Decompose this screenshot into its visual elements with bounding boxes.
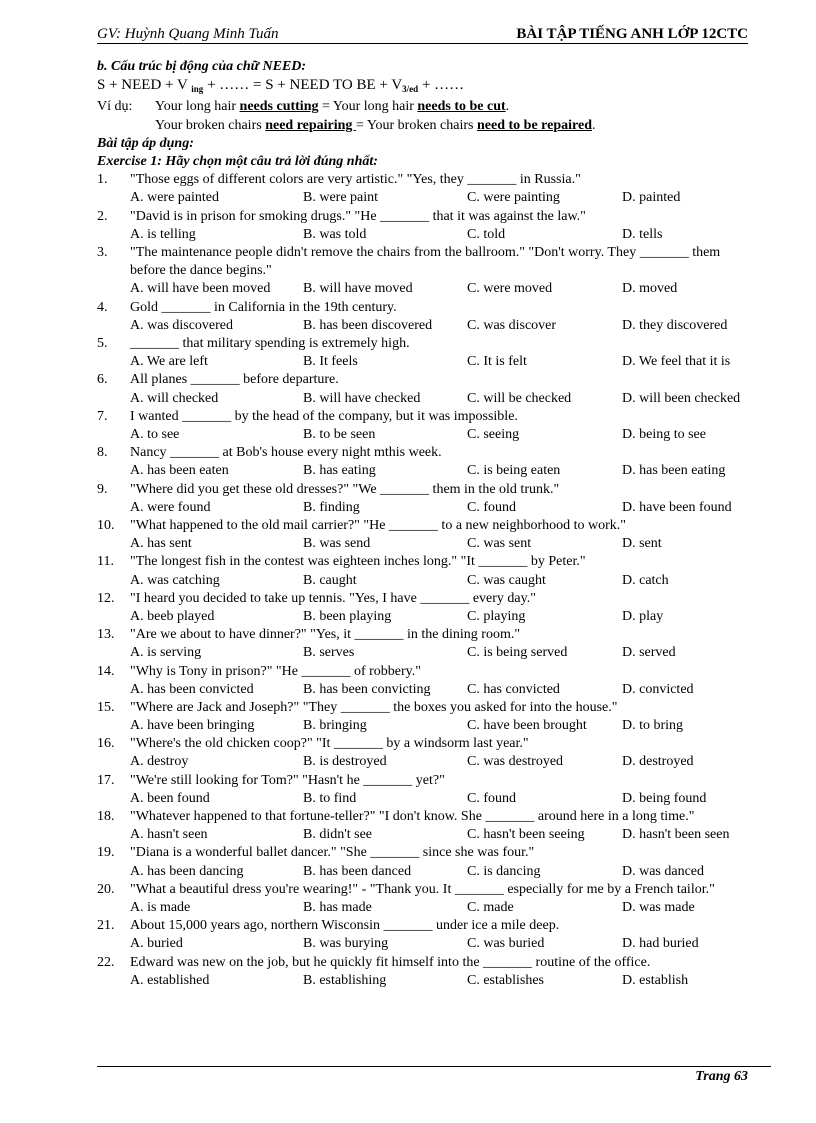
option-b: B. didn't see: [303, 827, 373, 843]
formula-sub-ing: ing: [191, 84, 204, 95]
question-item: [97, 699, 757, 717]
example2-highlight-b: need repairing: [265, 117, 356, 133]
example2-text-a: Your broken chairs: [155, 117, 266, 133]
question-number: 14.: [97, 663, 115, 679]
example-line-2: [97, 117, 757, 135]
option-c: C. told: [467, 226, 506, 242]
question-text: All planes _______ before departure.: [130, 372, 339, 388]
option-d: D. have been found: [622, 499, 732, 515]
option-b: B. will have checked: [303, 390, 421, 406]
example1-text-c: = Your long hair: [318, 99, 418, 115]
formula-sub-3ed: 3/ed: [402, 84, 419, 95]
option-d: D. destroyed: [622, 754, 694, 770]
option-b: B. was burying: [303, 936, 389, 952]
question-text: "Diana is a wonderful ballet dancer." "She _______ since she was four.": [130, 845, 535, 861]
answer-options: [130, 753, 757, 771]
answer-options: [130, 790, 757, 808]
option-b: B. It feels: [303, 354, 358, 370]
question-item: [97, 408, 757, 426]
option-b: B. has made: [303, 900, 372, 916]
answer-options: [130, 280, 757, 298]
option-c: C. was buried: [467, 936, 545, 952]
question-number: 16.: [97, 736, 115, 752]
option-b: B. has been discovered: [303, 317, 433, 333]
question-number: 7.: [97, 408, 108, 424]
answer-options: [130, 535, 757, 553]
option-c: C. were moved: [467, 281, 553, 297]
option-a: A. We are left: [130, 354, 208, 370]
option-b: B. was send: [303, 536, 371, 552]
option-a: A. is made: [130, 900, 191, 916]
option-c: C. hasn't been seeing: [467, 827, 585, 843]
option-c: C. were painting: [467, 190, 560, 206]
answer-options: [130, 317, 757, 335]
formula-part2: + …… = S + NEED TO BE + V: [203, 77, 403, 94]
option-d: D. catch: [622, 572, 669, 588]
option-c: C. playing: [467, 608, 526, 624]
option-b: B. has been danced: [303, 863, 412, 879]
practice-title: Bài tập áp dụng:: [97, 135, 194, 151]
answer-options: [130, 353, 757, 371]
question-item: [97, 590, 757, 608]
question-number: 19.: [97, 845, 115, 861]
question-item: [97, 171, 757, 189]
question-text: "The longest fish in the contest was eighteen inches long." "It _______ by Peter.": [130, 554, 586, 570]
example1-text-a: Your long hair: [155, 99, 240, 115]
question-item: [97, 371, 757, 389]
question-text: "David is in prison for smoking drugs." "He _______ that it was against the law.": [130, 208, 586, 224]
answer-options: [130, 499, 757, 517]
option-d: D. painted: [622, 190, 681, 206]
question-item: [97, 444, 757, 462]
question-text: "What happened to the old mail carrier?" "He _______ to a new neighborhood to work.": [130, 517, 626, 533]
option-b: B. been playing: [303, 608, 392, 624]
question-number: 1.: [97, 172, 108, 188]
formula-part3: + ……: [418, 77, 465, 94]
answer-options: [130, 826, 757, 844]
option-b: B. were paint: [303, 190, 379, 206]
option-c: C. has convicted: [467, 681, 560, 697]
option-a: A. to see: [130, 426, 180, 442]
option-a: A. was catching: [130, 572, 220, 588]
question-item: [97, 735, 757, 753]
question-number: 3.: [97, 245, 108, 260]
option-d: D. they discovered: [622, 317, 728, 333]
page-content: [97, 58, 757, 990]
option-d: D. moved: [622, 281, 678, 297]
question-number: 6.: [97, 372, 108, 388]
example-line-1: [97, 98, 757, 116]
option-a: A. established: [130, 972, 210, 988]
question-number: 18.: [97, 809, 115, 825]
option-c: C. is being eaten: [467, 463, 561, 479]
answer-options: [130, 644, 757, 662]
question-text: "Where are Jack and Joseph?" "They _______ the boxes you asked for into the house.": [130, 699, 618, 715]
option-d: D. tells: [622, 226, 663, 242]
option-a: A. has been eaten: [130, 463, 229, 479]
question-item: [97, 553, 757, 571]
option-a: A. buried: [130, 936, 183, 952]
option-c: C. will be checked: [467, 390, 572, 406]
question-text: I wanted _______ by the head of the company, but it was impossible.: [130, 408, 518, 424]
question-text: "We're still looking for Tom?" "Hasn't he _______ yet?": [130, 772, 445, 788]
question-number: 13.: [97, 627, 115, 643]
option-c: C. was destroyed: [467, 754, 564, 770]
option-c: C. found: [467, 790, 516, 806]
example1-highlight-d: needs to be cut: [417, 99, 506, 115]
question-item: [97, 517, 757, 535]
question-text: "The maintenance people didn't remove the chairs from the ballroom." "Don't worry. They _______ them before the dance begins.": [130, 245, 721, 279]
option-a: A. will checked: [130, 390, 219, 406]
option-b: B. bringing: [303, 718, 367, 734]
option-a: A. destroy: [130, 754, 189, 770]
answer-options: [130, 426, 757, 444]
option-c: C. is being served: [467, 645, 568, 661]
option-a: A. been found: [130, 790, 210, 806]
option-d: D. had buried: [622, 936, 699, 952]
option-a: A. was discovered: [130, 317, 234, 333]
option-b: B. to find: [303, 790, 357, 806]
option-a: A. hasn't seen: [130, 827, 208, 843]
question-text: "What a beautiful dress you're wearing!" - "Thank you. It _______ especially for me by a French tailor.": [130, 881, 715, 897]
question-number: 12.: [97, 590, 115, 606]
option-d: D. sent: [622, 536, 662, 552]
option-b: B. is destroyed: [303, 754, 387, 770]
question-item: [97, 626, 757, 644]
option-d: D. play: [622, 608, 664, 624]
option-c: C. found: [467, 499, 516, 515]
example2-text-c: = Your broken chairs: [355, 117, 477, 133]
formula-part1: S + NEED + V: [97, 77, 192, 94]
question-item: [97, 663, 757, 681]
answer-options: [130, 462, 757, 480]
option-c: C. was discover: [467, 317, 557, 333]
option-a: A. will have been moved: [130, 281, 271, 297]
question-number: 15.: [97, 699, 115, 715]
question-number: 17.: [97, 772, 115, 788]
question-number: 9.: [97, 481, 108, 497]
question-text: Edward was new on the job, but he quickly fit himself into the _______ routine of the office.: [130, 954, 651, 970]
answer-options: [130, 863, 757, 881]
option-d: D. establish: [622, 972, 689, 988]
example1-highlight-b: needs cutting: [239, 99, 319, 115]
option-c: C. have been brought: [467, 718, 587, 734]
option-d: D. served: [622, 645, 676, 661]
question-item: [97, 844, 757, 862]
answer-options: [130, 972, 757, 990]
answer-options: [130, 899, 757, 917]
example2-text-e: .: [591, 117, 596, 133]
question-item: [97, 881, 757, 899]
question-text: "Why is Tony in prison?" "He _______ of robbery.": [130, 663, 421, 679]
option-a: A. has been convicted: [130, 681, 254, 697]
option-a: A. is telling: [130, 226, 196, 242]
question-number: 8.: [97, 445, 108, 461]
option-c: C. It is felt: [467, 354, 527, 370]
question-number: 10.: [97, 517, 115, 533]
question-number: 22.: [97, 954, 115, 970]
exercise-title: Exercise 1: Hãy chọn một câu trả lời đúng nhất:: [97, 154, 378, 170]
example-label: Ví dụ:: [97, 99, 133, 115]
document-title: BÀI TẬP TIẾNG ANH LỚP 12CTC: [516, 26, 748, 42]
question-item: [97, 917, 757, 935]
question-item: [97, 299, 757, 317]
question-item: [97, 208, 757, 226]
option-b: B. has been convicting: [303, 681, 431, 697]
option-d: D. We feel that it is: [622, 354, 731, 370]
question-item: [97, 244, 757, 280]
question-text: "Whatever happened to that fortune-teller?" "I don't know. She _______ around here in a long time.": [130, 809, 695, 825]
question-number: 11.: [97, 554, 114, 570]
option-d: D. being found: [622, 790, 707, 806]
question-text: About 15,000 years ago, northern Wisconsin _______ under ice a mile deep.: [130, 918, 560, 934]
example2-highlight-d: need to be repaired: [477, 117, 592, 133]
option-b: B. to be seen: [303, 426, 376, 442]
option-c: C. made: [467, 900, 514, 916]
option-d: D. convicted: [622, 681, 694, 697]
need-formula: [97, 76, 757, 98]
question-number: 4.: [97, 299, 108, 315]
option-c: C. was caught: [467, 572, 546, 588]
option-b: B. will have moved: [303, 281, 413, 297]
option-a: A. have been bringing: [130, 718, 255, 734]
answer-options: [130, 226, 757, 244]
option-d: D. to bring: [622, 718, 684, 734]
question-text: "Are we about to have dinner?" "Yes, it _______ in the dining room.": [130, 627, 521, 643]
example1-text-e: .: [505, 99, 510, 115]
option-a: A. has sent: [130, 536, 192, 552]
option-d: D. was made: [622, 900, 695, 916]
question-number: 20.: [97, 881, 115, 897]
section-title: b. Cấu trúc bị động của chữ NEED:: [97, 59, 307, 74]
answer-options: [130, 572, 757, 590]
question-text: "Those eggs of different colors are very artistic." "Yes, they _______ in Russia.": [130, 172, 581, 188]
question-list: [97, 171, 757, 990]
option-b: B. serves: [303, 645, 355, 661]
question-text: _______ that military spending is extremely high.: [130, 335, 410, 351]
option-c: C. establishes: [467, 972, 544, 988]
option-a: A. has been dancing: [130, 863, 244, 879]
option-d: D. has been eating: [622, 463, 726, 479]
option-d: D. will been checked: [622, 390, 741, 406]
option-d: D. was danced: [622, 863, 705, 879]
option-b: B. has eating: [303, 463, 376, 479]
question-item: [97, 808, 757, 826]
option-b: B. was told: [303, 226, 367, 242]
answer-options: [130, 608, 757, 626]
option-b: B. establishing: [303, 972, 387, 988]
question-number: 5.: [97, 335, 108, 351]
page-header: [97, 25, 748, 44]
answer-options: [130, 681, 757, 699]
page-number: Trang 63: [695, 1069, 748, 1084]
option-c: C. was sent: [467, 536, 532, 552]
option-a: A. were painted: [130, 190, 220, 206]
option-a: A. were found: [130, 499, 211, 515]
answer-options: [130, 717, 757, 735]
question-text: "Where's the old chicken coop?" "It _______ by a windsorm last year.": [130, 736, 529, 752]
answer-options: [130, 189, 757, 207]
answer-options: [130, 390, 757, 408]
option-a: A. is serving: [130, 645, 202, 661]
option-b: B. finding: [303, 499, 360, 515]
teacher-name: GV: Huỳnh Quang Minh Tuấn: [97, 26, 279, 42]
answer-options: [130, 935, 757, 953]
option-c: C. is dancing: [467, 863, 541, 879]
question-number: 2.: [97, 208, 108, 224]
question-text: Nancy _______ at Bob's house every night mthis week.: [130, 445, 442, 461]
question-text: "I heard you decided to take up tennis. "Yes, I have _______ every day.": [130, 590, 536, 606]
question-item: [97, 954, 757, 972]
option-b: B. caught: [303, 572, 357, 588]
footer-divider: [97, 1066, 771, 1067]
question-text: "Where did you get these old dresses?" "We _______ them in the old trunk.": [130, 481, 560, 497]
question-item: [97, 481, 757, 499]
option-a: A. beeb played: [130, 608, 215, 624]
option-d: D. hasn't been seen: [622, 827, 730, 843]
option-c: C. seeing: [467, 426, 520, 442]
option-d: D. being to see: [622, 426, 706, 442]
question-number: 21.: [97, 918, 115, 934]
question-item: [97, 772, 757, 790]
question-item: [97, 335, 757, 353]
question-text: Gold _______ in California in the 19th century.: [130, 299, 397, 315]
